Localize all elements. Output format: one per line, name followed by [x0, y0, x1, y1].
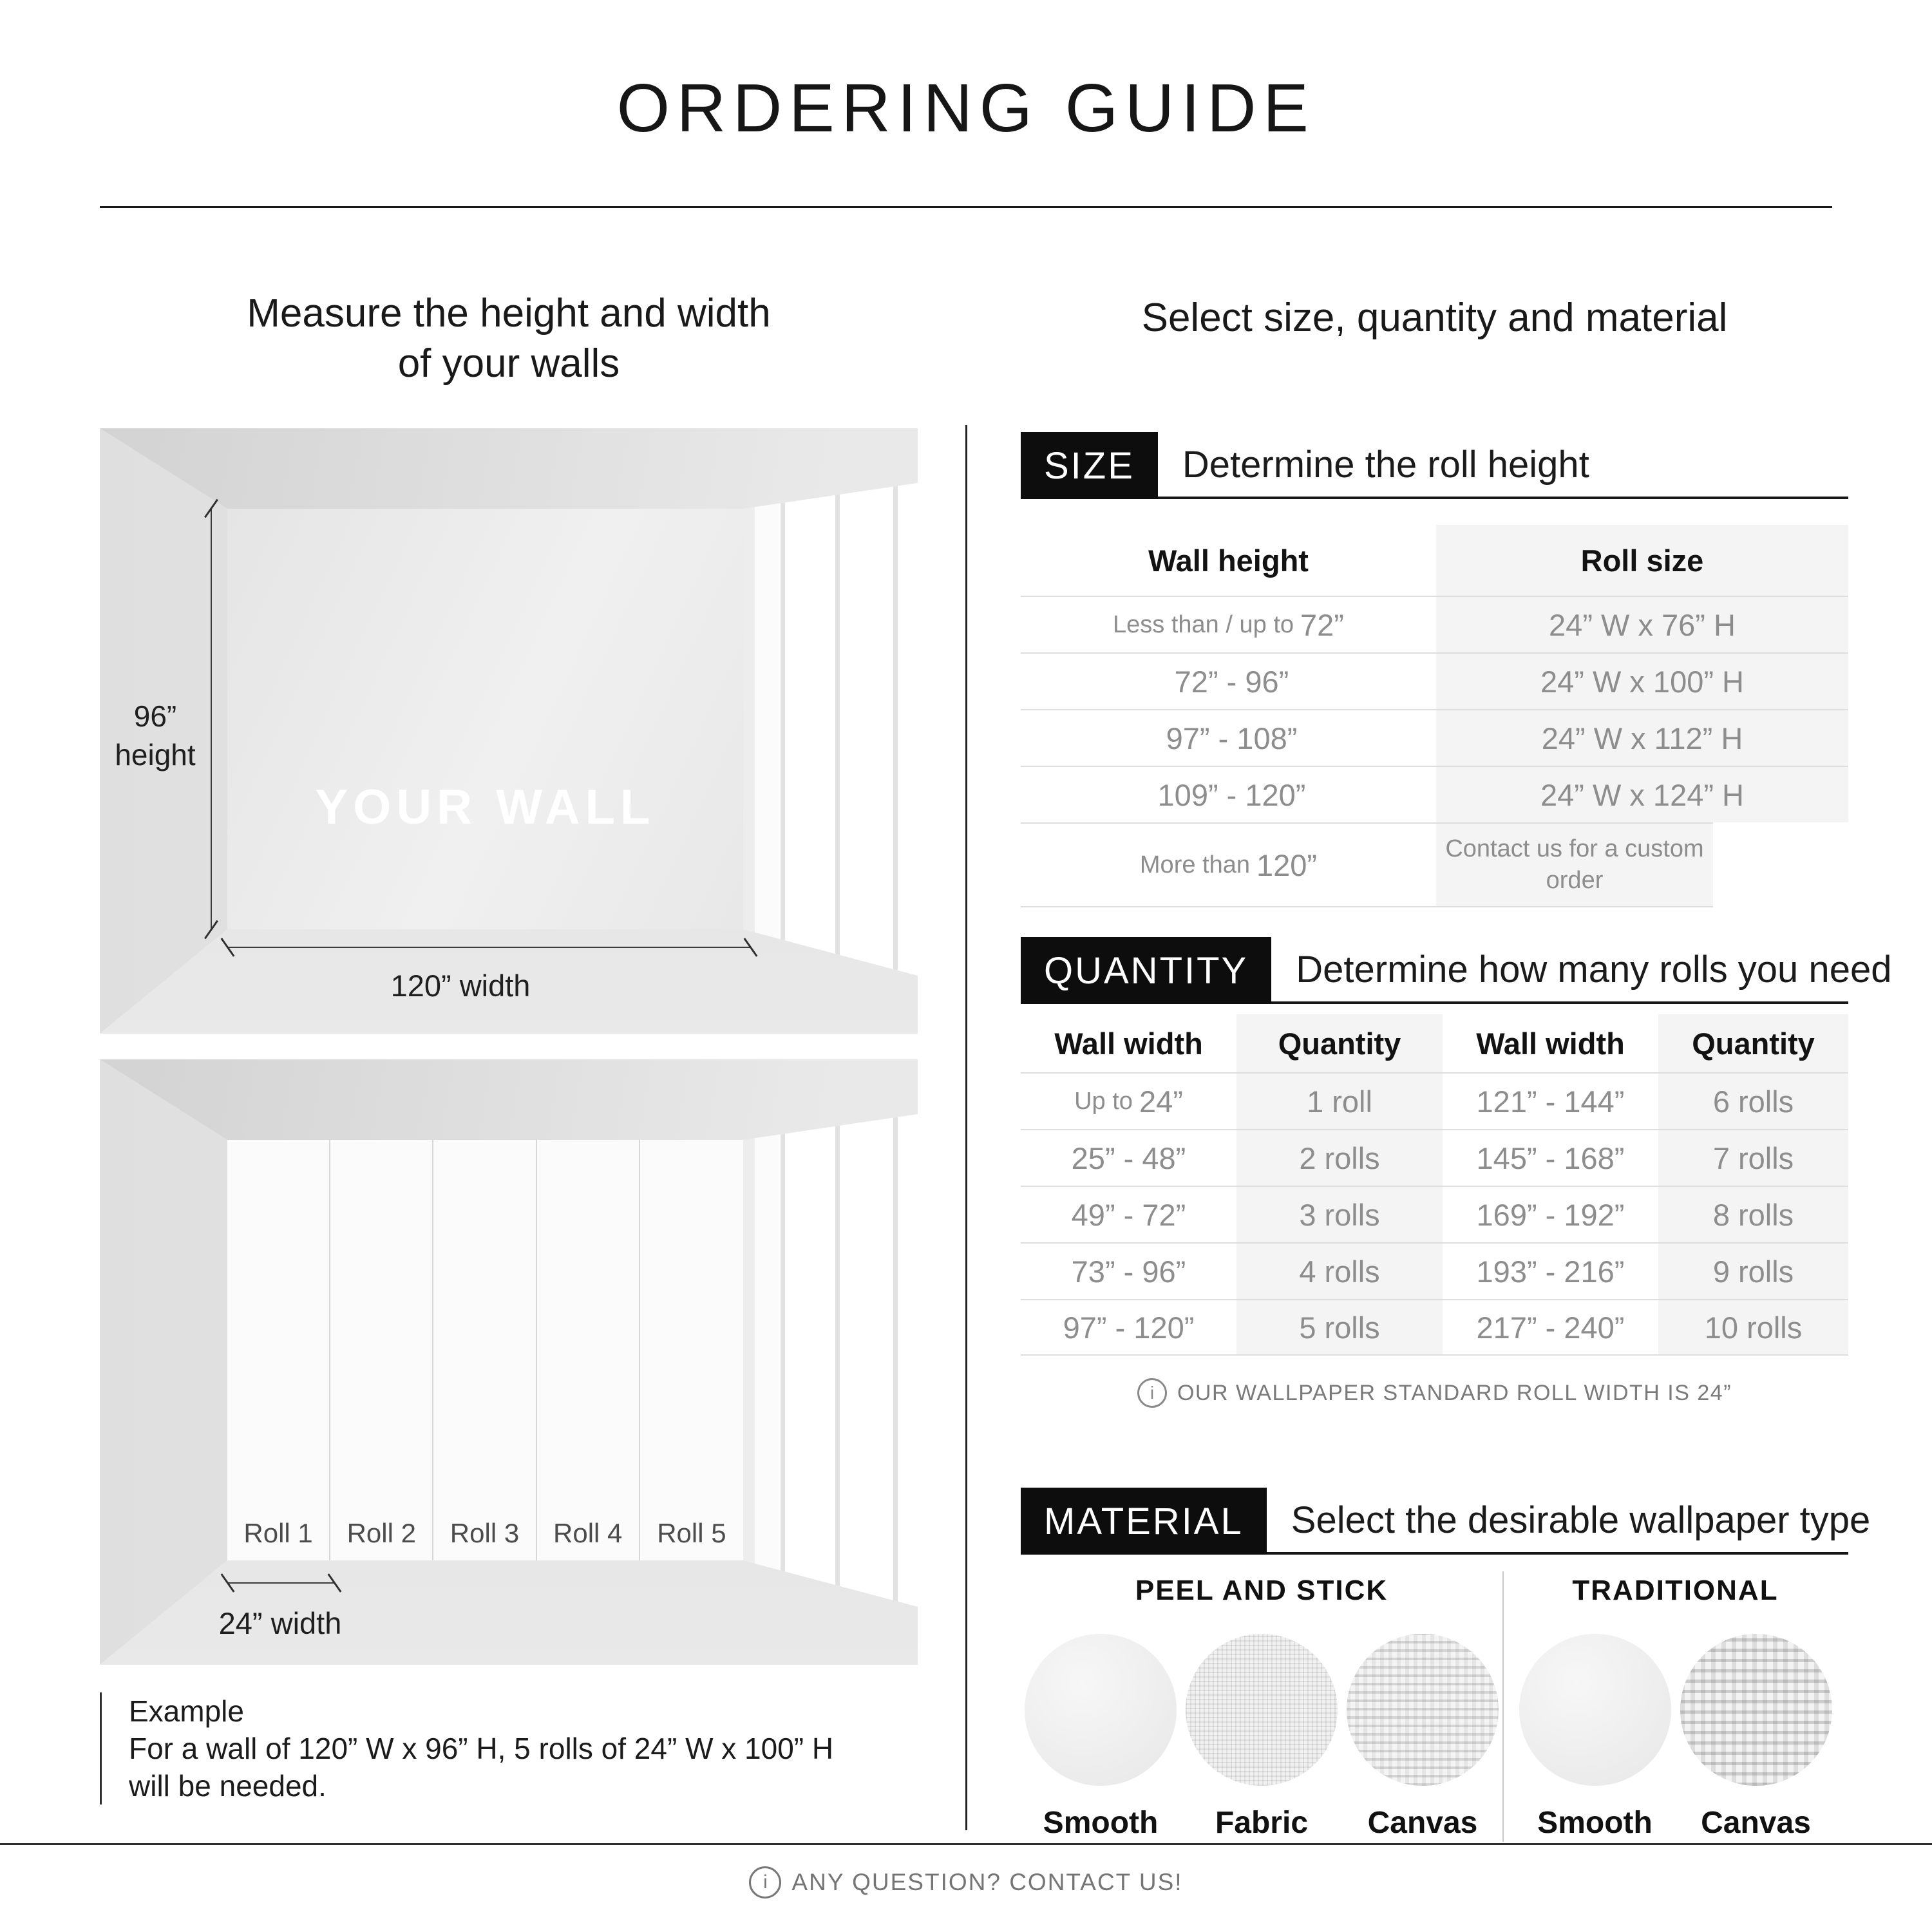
example-note [100, 1692, 833, 1804]
swatch-label: Smooth [1537, 1806, 1653, 1840]
qty-row-wall-width: 73” - 96” [1021, 1242, 1236, 1299]
roll-label: Roll 5 [657, 1518, 726, 1548]
room-window [743, 483, 918, 982]
your-wall-label: YOUR WALL [315, 780, 656, 835]
size-col-header-wall-height: Wall height [1148, 543, 1309, 578]
smooth-texture-swatch [1025, 1634, 1177, 1786]
size-row-wall: More than 120” [1021, 822, 1436, 907]
qty-col-header: Wall width [1476, 1026, 1625, 1061]
roll-label: Roll 2 [346, 1518, 416, 1548]
roll-width-dimension-line [227, 1582, 335, 1584]
qty-row-quantity: 8 rolls [1658, 1186, 1848, 1242]
example-line2: will be needed. [129, 1769, 327, 1803]
size-row-wall: 109” - 120” [1021, 766, 1436, 822]
size-table [1021, 525, 1848, 907]
qty-row-wall-width: 49” - 72” [1021, 1186, 1236, 1242]
roll-panel [433, 1140, 536, 1560]
wall-height-label: 96” height [115, 699, 196, 772]
size-row-wall: Less than / up to 72” [1021, 596, 1436, 652]
roll-label: Roll 3 [450, 1518, 520, 1548]
qty-col-header: Wall width [1054, 1026, 1203, 1061]
size-col-header-roll-size: Roll size [1436, 525, 1848, 596]
column-divider [965, 425, 967, 1830]
qty-row-quantity: 3 rolls [1236, 1186, 1443, 1242]
qty-row-quantity: 5 rolls [1236, 1299, 1443, 1356]
qty-row-quantity: 9 rolls [1658, 1242, 1848, 1299]
roll-panel [227, 1140, 330, 1560]
qty-row-wall-width: 193” - 216” [1443, 1242, 1658, 1299]
qty-row-quantity: 4 rolls [1236, 1242, 1443, 1299]
swatch-traditional-smooth [1519, 1634, 1671, 1841]
quantity-badge: QUANTITY [1021, 937, 1271, 1004]
swatch-peel-fabric [1186, 1634, 1338, 1841]
room-illustration-rolls [100, 1059, 918, 1665]
footer-note [0, 1866, 1932, 1899]
width-dimension-line [227, 947, 751, 948]
swatch-label: Canvas [1701, 1806, 1811, 1840]
qty-row-wall-width: 145” - 168” [1443, 1129, 1658, 1186]
size-row-roll: 24” W x 100” H [1436, 652, 1848, 709]
material-section-title: Select the desirable wallpaper type [1291, 1499, 1871, 1541]
roll-label: Roll 4 [553, 1518, 623, 1548]
section-header-material [1021, 1488, 1871, 1555]
example-line1: For a wall of 120” W x 96” H, 5 rolls of 24” W x 100” H [129, 1732, 834, 1765]
size-badge: SIZE [1021, 432, 1158, 499]
info-icon: i [1137, 1378, 1167, 1408]
section-header-size [1021, 432, 1848, 499]
qty-row-quantity: 6 rolls [1658, 1072, 1848, 1129]
smooth-texture-swatch [1519, 1634, 1671, 1786]
left-heading-line2: of your walls [397, 341, 620, 386]
material-group-title: PEEL AND STICK [1135, 1575, 1388, 1606]
title-rule [100, 206, 1832, 208]
room-back-wall-rolls [227, 1140, 743, 1560]
qty-col-header: Quantity [1658, 1014, 1848, 1072]
swatch-label: Smooth [1043, 1806, 1159, 1840]
material-group-peel-and-stick [1021, 1575, 1502, 1841]
quantity-table [1021, 1014, 1848, 1356]
height-dimension-line [211, 509, 212, 929]
material-group-divider [1502, 1571, 1504, 1842]
canvas-texture-swatch [1347, 1634, 1499, 1786]
qty-row-wall-width: 25” - 48” [1021, 1129, 1236, 1186]
size-row-roll-custom-order: Contact us for a custom order [1436, 822, 1713, 907]
qty-row-wall-width: 121” - 144” [1443, 1072, 1658, 1129]
quantity-section-title: Determine how many rolls you need [1296, 948, 1892, 990]
material-group-title: TRADITIONAL [1572, 1575, 1779, 1606]
qty-row-quantity: 7 rolls [1658, 1129, 1848, 1186]
qty-row-quantity: 10 rolls [1658, 1299, 1848, 1356]
size-row-roll: 24” W x 76” H [1436, 596, 1848, 652]
roll-width-note [1021, 1378, 1848, 1408]
example-title: Example [129, 1694, 244, 1728]
size-row-wall: 72” - 96” [1021, 652, 1436, 709]
roll-panel [330, 1140, 433, 1560]
info-icon: i [749, 1866, 781, 1899]
left-heading-line1: Measure the height and width [247, 291, 771, 336]
size-row-roll: 24” W x 112” H [1436, 709, 1848, 766]
wall-width-label: 120” width [390, 969, 531, 1003]
qty-row-wall-width: 217” - 240” [1443, 1299, 1658, 1356]
qty-row-quantity: 1 roll [1236, 1072, 1443, 1129]
size-section-title: Determine the roll height [1182, 443, 1589, 486]
size-row-roll: 24” W x 124” H [1436, 766, 1848, 822]
swatch-label: Canvas [1367, 1806, 1478, 1840]
size-row-wall: 97” - 108” [1021, 709, 1436, 766]
qty-row-wall-width: Up to 24” [1021, 1072, 1236, 1129]
canvas-texture-swatch [1680, 1634, 1832, 1786]
material-groups [1021, 1575, 1848, 1841]
right-column-heading: Select size, quantity and material [1141, 296, 1728, 340]
qty-row-wall-width: 97” - 120” [1021, 1299, 1236, 1356]
qty-row-wall-width: 169” - 192” [1443, 1186, 1658, 1242]
qty-row-quantity: 2 rolls [1236, 1129, 1443, 1186]
footer-rule [0, 1843, 1932, 1845]
fabric-texture-swatch [1186, 1634, 1338, 1786]
roll-label: Roll 1 [243, 1518, 313, 1548]
room-window [743, 1114, 918, 1613]
left-column-heading [100, 289, 918, 389]
swatch-traditional-canvas [1680, 1634, 1832, 1841]
room-illustration-measure [100, 428, 918, 1034]
page-title: ORDERING GUIDE [616, 70, 1316, 146]
qty-col-header: Quantity [1236, 1014, 1443, 1072]
material-group-traditional [1502, 1575, 1848, 1841]
material-badge: MATERIAL [1021, 1488, 1267, 1555]
roll-panel [640, 1140, 743, 1560]
swatch-label: Fabric [1215, 1806, 1309, 1840]
roll-panel [537, 1140, 640, 1560]
swatch-peel-canvas [1347, 1634, 1499, 1841]
room-back-wall [227, 509, 743, 929]
footer-text: ANY QUESTION? CONTACT US! [791, 1869, 1183, 1895]
swatch-peel-smooth [1025, 1634, 1177, 1841]
section-header-quantity [1021, 937, 1892, 1004]
roll-width-label: 24” width [218, 1606, 342, 1640]
roll-width-note-text: OUR WALLPAPER STANDARD ROLL WIDTH IS 24” [1177, 1380, 1732, 1405]
